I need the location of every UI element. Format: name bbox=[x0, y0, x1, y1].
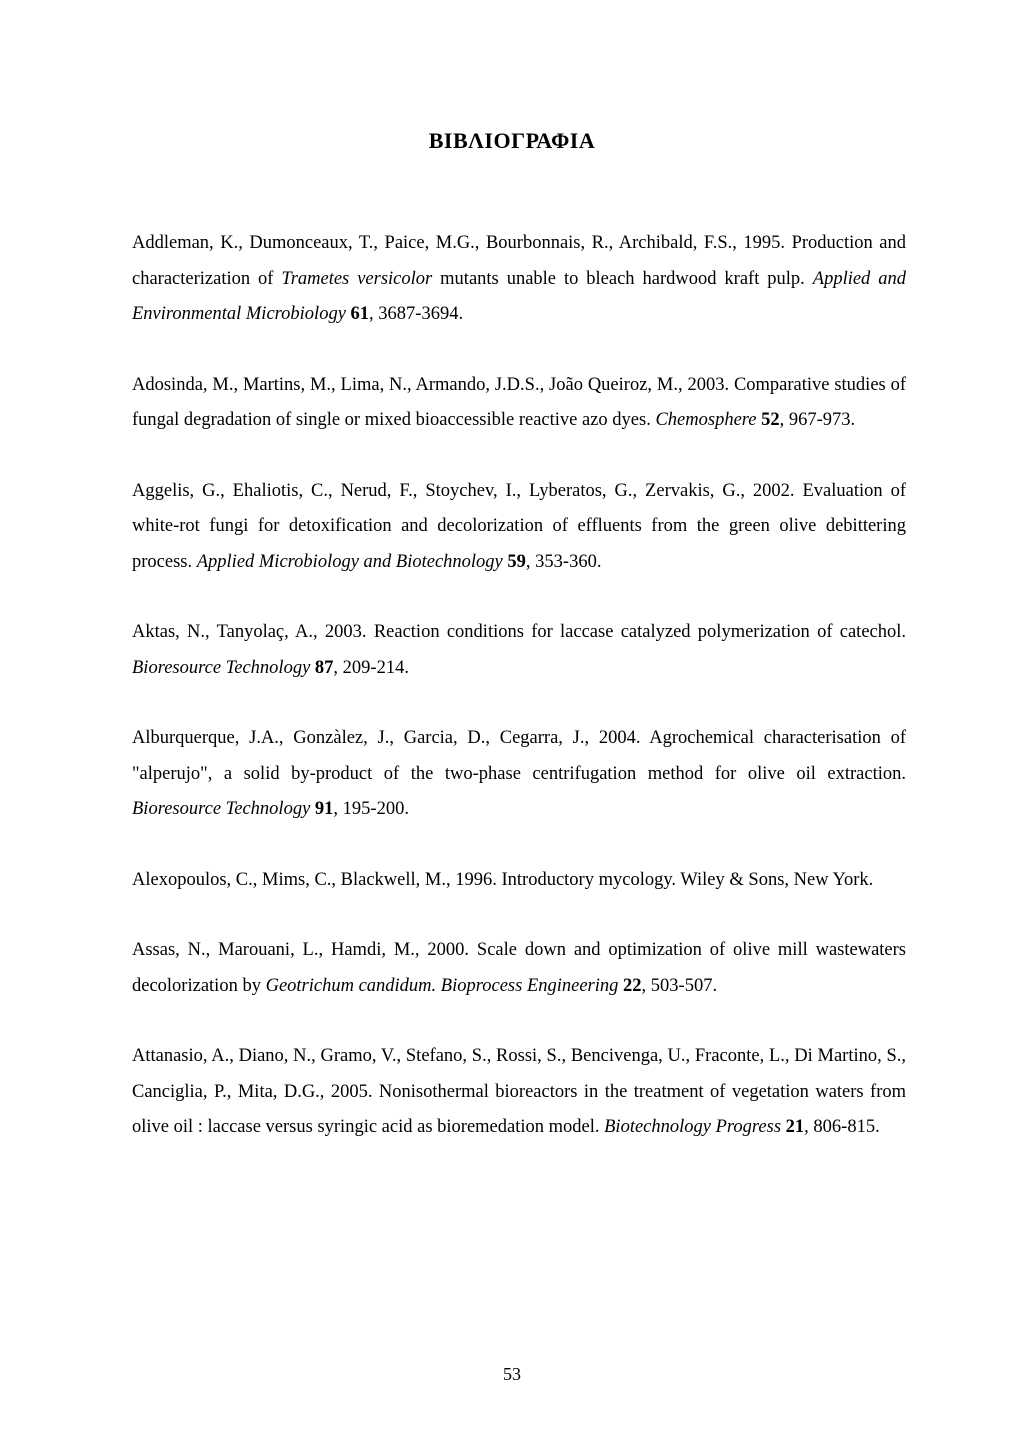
reference-volume: 59 bbox=[507, 551, 526, 572]
reference-authors: Alexopoulos, C., Mims, C., Blackwell, M., 1996. bbox=[132, 869, 497, 890]
reference-volume: 52 bbox=[761, 410, 780, 430]
reference-authors: Alburquerque, J.A., Gonzàlez, J., Garcia, D., Cegarra, J., 2004. bbox=[132, 728, 641, 748]
reference-volume: 61 bbox=[350, 304, 370, 324]
reference-journal: Bioprocess Engineering bbox=[440, 975, 619, 996]
reference-species: Trametes versicolor bbox=[281, 268, 433, 289]
reference-title: Comparative studies of fungal degradation of single or mixed bioaccessible reactive azo dyes. bbox=[132, 374, 907, 430]
reference-journal: Applied and Environmental Microbiology bbox=[132, 268, 907, 324]
reference-entry: Alburquerque, J.A., Gonzàlez, J., Garcia, D., Cegarra, J., 2004. Agrochemical characterisation of "alperujo", a solid by-product of the two-phase centrifugation method for olive oil extraction. Bioresource Technology 91, 195-200. bbox=[132, 728, 907, 819]
reference-journal: Biotechnology Progress bbox=[604, 1117, 782, 1137]
reference-journal: Bioresource Technology bbox=[132, 657, 311, 678]
reference-entry: Assas, N., Marouani, L., Hamdi, M., 2000. Scale down and optimization of olive mill wastewaters decolorization by Geotrichum candidum. Bioprocess Engineering 22, 503-507. bbox=[132, 940, 907, 996]
reference-pages: 195-200. bbox=[342, 799, 409, 819]
reference-title: Introductory mycology. Wiley & Sons, New York. bbox=[501, 869, 874, 890]
reference-entry: Adosinda, M., Martins, M., Lima, N., Armando, J.D.S., João Queiroz, M., 2003. Comparative studies of fungal degradation of single or mixed bioaccessible reactive azo dyes. Chemosphere 52, 967-973. bbox=[132, 374, 907, 430]
reference-volume: 87 bbox=[314, 657, 334, 678]
reference-authors: Attanasio, A., Diano, N., Gramo, V., Stefano, S., Rossi, S., Bencivenga, U., Fraconte, L., Di Martino, S., Canciglia, P., Mita, D.G., 2005. bbox=[132, 1046, 906, 1102]
reference-authors: Aktas, N., Tanyolaç, A., 2003. bbox=[132, 622, 367, 642]
reference-pages: 3687-3694. bbox=[378, 304, 464, 324]
page-title: ΒΙΒΛΙΟΓΡΑΦΙΑ bbox=[428, 128, 596, 153]
reference-list bbox=[132, 226, 906, 1146]
reference-title: Reaction conditions for laccase catalyzed polymerization of catechol. bbox=[373, 622, 907, 642]
page-number: 53 bbox=[503, 1364, 521, 1384]
reference-title: Agrochemical characterisation of "alperujo", a solid by-product of the two-phase centrifugation method for olive oil extraction. bbox=[132, 728, 907, 784]
reference-entry bbox=[132, 863, 906, 899]
reference-species: Geotrichum candidum. bbox=[265, 975, 437, 996]
reference-entry: Aggelis, G., Ehaliotis, C., Nerud, F., Stoychev, I., Lyberatos, G., Zervakis, G., 2002. Evaluation of white-rot fungi for detoxification and decolorization of effluents from the green olive debittering process. Applied Microbiology and Biotechnology 59, 353-360. bbox=[132, 480, 907, 572]
reference-pages: 209-214. bbox=[342, 657, 409, 678]
reference-authors: Assas, N., Marouani, L., Hamdi, M., 2000. bbox=[132, 940, 470, 960]
reference-pages: 967-973. bbox=[788, 410, 856, 430]
reference-entry: Attanasio, A., Diano, N., Gramo, V., Stefano, S., Rossi, S., Bencivenga, U., Fraconte, L., Di Martino, S., Canciglia, P., Mita, D.G., 2005. Nonisothermal bioreactors in the treatment of vegetation waters from olive oil : laccase versus syringic acid as bioremedation model. Biotechnology Progress 21, 806-815. bbox=[132, 1046, 906, 1137]
reference-volume: 22 bbox=[623, 975, 642, 996]
reference-pages: 806-815. bbox=[813, 1117, 880, 1137]
reference-title: Production and characterization of bbox=[132, 233, 906, 289]
reference-journal: Chemosphere bbox=[655, 410, 757, 430]
reference-authors: Adosinda, M., Martins, M., Lima, N., Armando, J.D.S., João Queiroz, M., 2003. bbox=[132, 374, 730, 395]
reference-entry: Addleman, K., Dumonceaux, T., Paice, M.G., Bourbonnais, R., Archibald, F.S., 1995. Production and characterization of Trametes versicolor mutants unable to bleach hardwood kraft pulp. Applied and Environmental Microbiology 61, 3687-3694. bbox=[132, 233, 907, 324]
reference-entry: Aktas, N., Tanyolaç, A., 2003. Reaction conditions for laccase catalyzed polymerization of catechol. Bioresource Technology 87, 209-214. bbox=[132, 622, 907, 678]
reference-volume: 21 bbox=[785, 1117, 805, 1137]
reference-title: Nonisothermal bioreactors in the treatment of vegetation waters from olive oil : laccase versus syringic acid as bioremedation model. bbox=[132, 1081, 906, 1137]
reference-authors: Aggelis, G., Ehaliotis, C., Nerud, F., Stoychev, I., Lyberatos, G., Zervakis, G., 2002. bbox=[132, 480, 795, 501]
reference-journal: Bioresource Technology bbox=[132, 799, 311, 819]
reference-authors: Addleman, K., Dumonceaux, T., Paice, M.G., Bourbonnais, R., Archibald, F.S., 1995. bbox=[132, 233, 786, 253]
reference-volume: 91 bbox=[314, 799, 334, 819]
reference-title: Scale down and optimization of olive mill wastewaters decolorization by bbox=[132, 940, 907, 996]
reference-pages: 353-360. bbox=[535, 551, 602, 572]
reference-journal: Applied Microbiology and Biotechnology bbox=[196, 551, 503, 572]
reference-pages: 503-507. bbox=[650, 975, 718, 996]
reference-title: Evaluation of white-rot fungi for detoxification and decolorization of effluents from the green olive debittering process. bbox=[132, 480, 907, 572]
reference-title-rest: mutants unable to bleach hardwood kraft pulp. bbox=[440, 268, 805, 289]
